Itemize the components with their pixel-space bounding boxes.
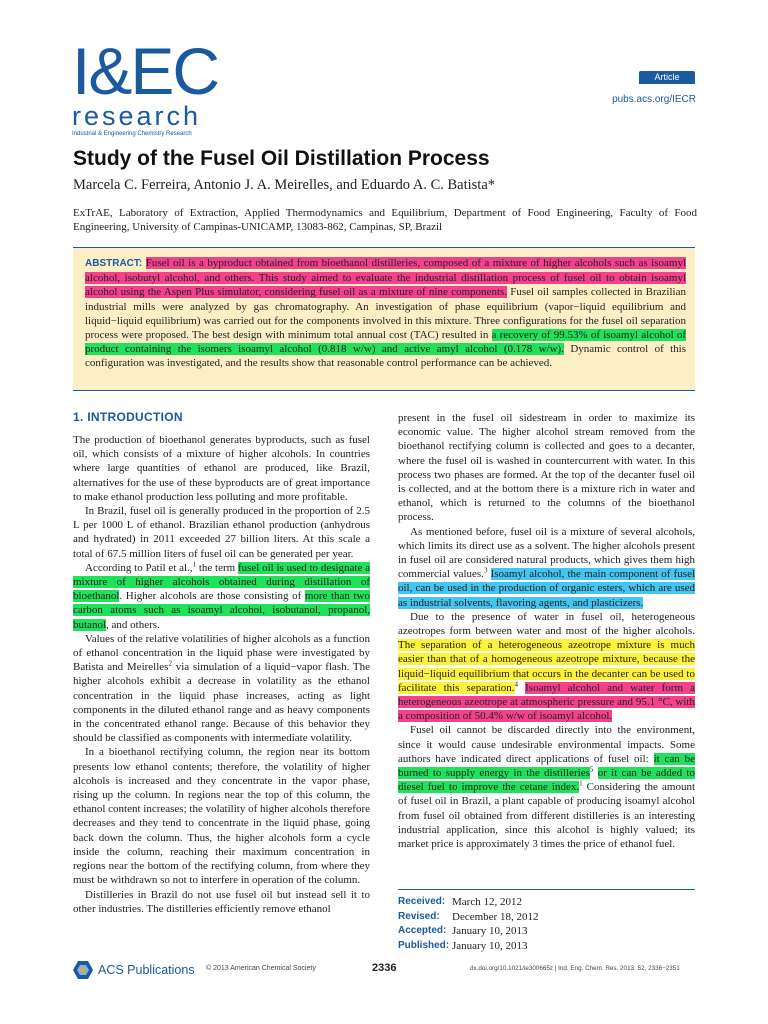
date-accepted [398, 924, 695, 939]
doi-link[interactable]: dx.doi.org/10.1021/ie300665z | Ind. Eng. Chem. Res. 2013, 52, 2336−2351 [470, 965, 680, 972]
affiliation: ExTrAE, Laboratory of Extraction, Applied Thermodynamics and Equilibrium, Department of Food Engineering, Faculty of Food Engineering, University of Campinas-UNICAMP, 13083-862, Campinas, SP, Brazil [73, 207, 697, 233]
abstract-box [73, 247, 695, 391]
intro-p3-text: , and others. [106, 618, 160, 631]
article-badge: Article [639, 71, 695, 84]
right-p4-text: Considering the amount of fusel oil in Brazil, a plant capable of producing isoamyl alcohol from fusel oil obtained from different distilleries is an interesting industrial application, since this alcohol is highly valued; its market price is approximately 3 times the price of ethanol fuel. [398, 781, 696, 851]
date-value: January 10, 2013 [452, 939, 528, 952]
date-published [398, 939, 695, 954]
date-label: Published: [398, 939, 450, 951]
abstract-label: ABSTRACT: [85, 258, 143, 269]
left-column [73, 433, 370, 916]
logo-iec: I&EC [72, 34, 219, 108]
date-label: Revised: [398, 910, 440, 922]
intro-paragraph-4 [73, 632, 370, 746]
page-number: 2336 [372, 962, 397, 974]
journal-url-link[interactable]: pubs.acs.org/IECR [612, 94, 696, 105]
abstract-body-2: Dynamic control of this configuration was investigated, and the results show that reasonable control performance can be achieved. [85, 343, 686, 370]
highlight-green: or it can be added to diesel fuel to improve the cetane index. [398, 767, 695, 794]
citation-ref[interactable]: 2 [168, 659, 172, 668]
abstract-highlight-green: a recovery of 99.53% of isoamyl alcohol of product containing the isomers isoamyl alcohol (0.818 w/w) and active amyl alcohol (0.178 w/w). [85, 329, 686, 356]
right-paragraph-3 [398, 610, 695, 724]
highlight-green: it can be burned to supply energy in the distilleries [398, 752, 695, 780]
highlight-yellow: The separation of a heterogeneous azeotrope mixture is much easier than that of a homogeneous azeotrope mixture, because the liquid−liquid equilibrium that occurs in the decanter can be used to facilitate this separation. [398, 639, 695, 694]
acs-publications-text: ACS Publications [98, 963, 195, 977]
right-paragraph-1: present in the fusel oil sidestream in order to maximize its economic value. The higher alcohol stream removed from the bioethanol rectifying column is collected and goes to a decanter, where the fusel oil is washed in countercurrent with water. In this process two phases are formed. At the top of the decanter fusel oil is collected, and at the bottom there is a mixture rich in water and ethanol, which is returned to the columns of the bioethanol process. [398, 412, 695, 524]
abstract-body-1: Fusel oil samples collected in Brazilian industrial mills were analyzed by gas chromatography. An investigation of phase equilibrium (vapor−liquid equilibrium and liquid−liquid equilibrium) was carried out for the components involved in this mixture. Three configurations for the fusel oil separation process were proposed. The best design with minimum total annual cost (TAC) resulted in [85, 286, 686, 342]
date-label: Accepted: [398, 925, 447, 936]
acs-hexagon-icon [72, 960, 94, 980]
right-column [398, 411, 695, 851]
citation-ref[interactable]: 5 [589, 765, 594, 774]
intro-paragraph-1: The production of bioethanol generates byproducts, such as fusel oil, which consists of a mixture of higher alcohols. In countries where large quantities of ethanol are produced, like Brazil, alternatives for the use of these byproducts are of great importance to make ethanol production less polluting and more profitable. [73, 434, 370, 503]
highlight-green: fusel oil is used to designate a mixture of higher alcohols obtained during distillation of bioethanol [73, 561, 370, 603]
intro-paragraph-2: In Brazil, fusel oil is generally produced in the proportion of 2.5 L per 1000 L of ethanol. Brazilian ethanol production (anhydrous and hydrated) in 2011 exceeded 27 billion liters. At this scale a total of 67.5 million liters of fusel oil can be generated per year. [73, 505, 370, 560]
abstract-text [85, 256, 686, 371]
section-heading-introduction: 1. INTRODUCTION [73, 410, 183, 424]
logo-subtitle: Industrial & Engineering Chemistry Research [72, 131, 192, 137]
citation-ref[interactable]: 1 [192, 560, 197, 569]
intro-paragraph-6: Distilleries in Brazil do not use fusel oil but instead sell it to other industries. The distilleries efficiently remove ethanol [73, 888, 370, 915]
author-list: Marcela C. Ferreira, Antonio J. A. Meirelles, and Eduardo A. C. Batista* [73, 177, 496, 193]
intro-p3-text: According to Patil et al., [85, 561, 193, 574]
highlight-blue: Isoamyl alcohol, the main component of fusel oil, can be used in the production of organic esters, which are used as industrial solvents, flavoring agents, and plasticizers. [398, 568, 696, 609]
highlight-pink: Isoamyl alcohol and water form a heterogeneous azeotrope at atmospheric pressure and 95.1 °C, with a composition of 50.4% w/w of isoamyl alcohol. [398, 681, 696, 723]
acs-logo[interactable] [72, 960, 196, 980]
right-p2-text: As mentioned before, fusel oil is a mixture of several alcohols, which limits its direct use as a solvent. The higher alcohols present in fusel oil are considered natural products, which gives them high commercial values. [398, 525, 695, 581]
page-footer [72, 958, 696, 982]
citation-ref[interactable]: 4 [514, 680, 519, 689]
intro-p3-text: . Higher alcohols are those consisting of [119, 590, 305, 603]
date-value: March 12, 2012 [452, 896, 522, 908]
journal-logo [72, 34, 232, 137]
date-received [398, 895, 695, 910]
date-value: January 10, 2013 [452, 925, 528, 937]
publication-dates [398, 889, 695, 953]
citation-ref[interactable]: 3 [483, 566, 488, 575]
abstract-highlight-pink: Fusel oil is a byproduct obtained from bioethanol distilleries, composed of a mixture of higher alcohols such as isoamyl alcohol, isobutyl alcohol, and others. This study aimed to evaluate the industrial distillation process of fusel oil to obtain isoamyl alcohol using the Aspen Plus simulator, considering fusel oil as a mixture of nine components. [85, 257, 687, 299]
right-p4-text: Fusel oil cannot be discarded directly into the environment, since it would cause undesirable environmental impacts. Some authors have indicated direct applications of fusel oil: [398, 724, 695, 765]
intro-paragraph-5: In a bioethanol rectifying column, the region near its bottom presents low ethanol contents; therefore, the volatility of higher alcohols is increased and they concentrate in the vapor phase, rising up the column. In regions near the top of this column, the ethanol content increases; the volatility of higher alcohols therefore decreases and they tend to concentrate in the liquid phase, going back down the column. Thus, the higher alcohols form a cycle inside the column, reaching their maximum concentration in regions near the bottom of the rectifying column, from where they must be withdrawn so not to interfere in operation of the column. [73, 746, 370, 887]
right-paragraph-4 [398, 723, 695, 851]
date-value: December 18, 2012 [452, 910, 539, 923]
copyright: © 2013 American Chemical Society [206, 965, 316, 972]
intro-p4-text: via simulation of a liquid−vapor flash. The higher alcohols exhibit a decrease in volatility as the ethanol concentration in the liquid phase increases, acting as light components in the diluted ethanol range and as heavy components in the concentrated ethanol range. Because of this behavior they should be classified as components with intermediate volatility. [73, 661, 370, 745]
right-paragraph-2 [398, 525, 695, 610]
intro-p4-text: Values of the relative volatilities of higher alcohols as a function of ethanol concentration in the liquid phase were investigated by Batista and Meirelles [73, 632, 370, 674]
citation-ref[interactable]: 1 [579, 779, 583, 788]
paper-title: Study of the Fusel Oil Distillation Process [73, 147, 490, 170]
date-revised [398, 910, 695, 925]
highlight-green: more than two carbon atoms such as isoamyl alcohol, isobutanol, propanol, butanol [73, 590, 370, 631]
right-p3-text: Due to the presence of water in fusel oil, heterogeneous azeotropes form between water and most of the higher alcohols. [398, 610, 695, 638]
intro-paragraph-3 [73, 561, 370, 632]
logo-research: research [72, 101, 202, 131]
intro-p3-text: the term [196, 561, 238, 574]
date-label: Received: [398, 896, 446, 907]
